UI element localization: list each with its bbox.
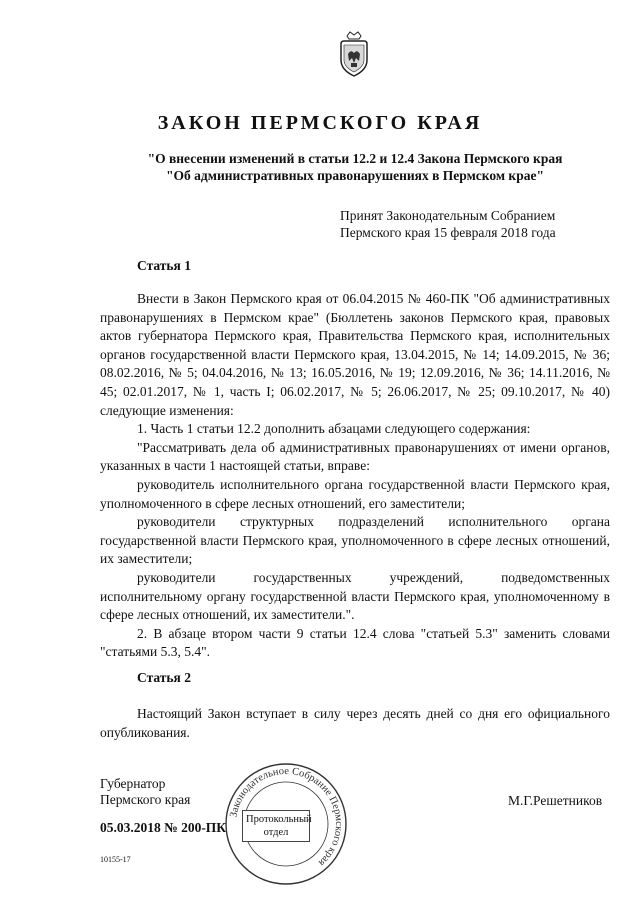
subtitle-line: "Об административных правонарушениях в Пермском крае" [166,168,544,183]
article-1-body [100,290,610,662]
governor-line: Губернатор [100,776,166,791]
article-paragraph: 1. Часть 1 статьи 12.2 дополнить абзацами следующего содержания: [137,421,531,437]
stamp-box-line: отдел [263,827,289,838]
stamp-department-box [242,810,310,842]
article-paragraph: Внести в Закон Пермского края от 06.04.2015 № 460-ПК "Об административных правонарушениях в Пермском крае" (Бюллетень законов Пермского края, правовых актов губернатора Пермского края, Правительства Пермского края, исполнительных органов государственной власти Пермского края, 13.04.2015, № 14; 14.09.2015, № 36; 08.02.2016, № 5; 04.04.2016, № 13; 16.05.2016, № 19; 12.09.2016, № 36; 14.11.2016, № 45; 02.01.2017, № 1, часть I; 06.02.2017, № 5; 26.06.2017, № 25; 09.10.2017, № 40) следующие изменения: [100,291,610,418]
article-paragraph: руководители структурных подразделений исполнительного органа государственной власти Пермского края, уполномоченного в сфере лесных отношений, их заместители; [100,514,610,567]
stamp-box-line: Протокольный [246,814,312,825]
subtitle-line: "О внесении изменений в статьи 12.2 и 12.4 Закона Пермского края [147,151,563,166]
law-title: ЗАКОН ПЕРМСКОГО КРАЯ [157,112,483,134]
article-paragraph: руководитель исполнительного органа государственной власти Пермского края, уполномоченного в сфере лесных отношений, его заместители; [100,476,610,511]
document-code: 10155-17 [100,855,131,864]
adoption-note [340,207,600,241]
perm-krai-coat-of-arms-icon [337,30,371,78]
article-paragraph: "Рассматривать дела об административных правонарушениях от имени органов, указанных в части 1 настоящей статьи, вправе: [100,439,610,474]
article-1-heading: Статья 1 [137,258,191,273]
law-subtitle [100,150,610,184]
adoption-line: Пермского края 15 февраля 2018 года [340,225,556,240]
adoption-line: Принят Законодательным Собранием [340,208,556,223]
article-paragraph: Настоящий Закон вступает в силу через десять дней со дня его официального опубликования. [100,706,610,740]
article-2-body [100,705,610,742]
article-paragraph: 2. В абзаце втором части 9 статьи 12.4 слова "статьей 5.3" заменить словами "статьями 5.3, 5.4". [100,625,610,660]
governor-title [100,776,190,808]
law-date-number: 05.03.2018 № 200-ПК [100,820,227,835]
governor-line: Пермского края [100,792,191,807]
article-paragraph: руководители государственных учреждений, подведомственных исполнительному органу государственной власти Пермского края, уполномоченному в сфере лесных отношений, их заместители.". [100,569,610,623]
signer-name: М.Г.Решетников [508,793,603,808]
article-2-heading: Статья 2 [137,670,191,685]
stamp-ring-text: Законодательное Собрание Пермского края [228,765,345,869]
